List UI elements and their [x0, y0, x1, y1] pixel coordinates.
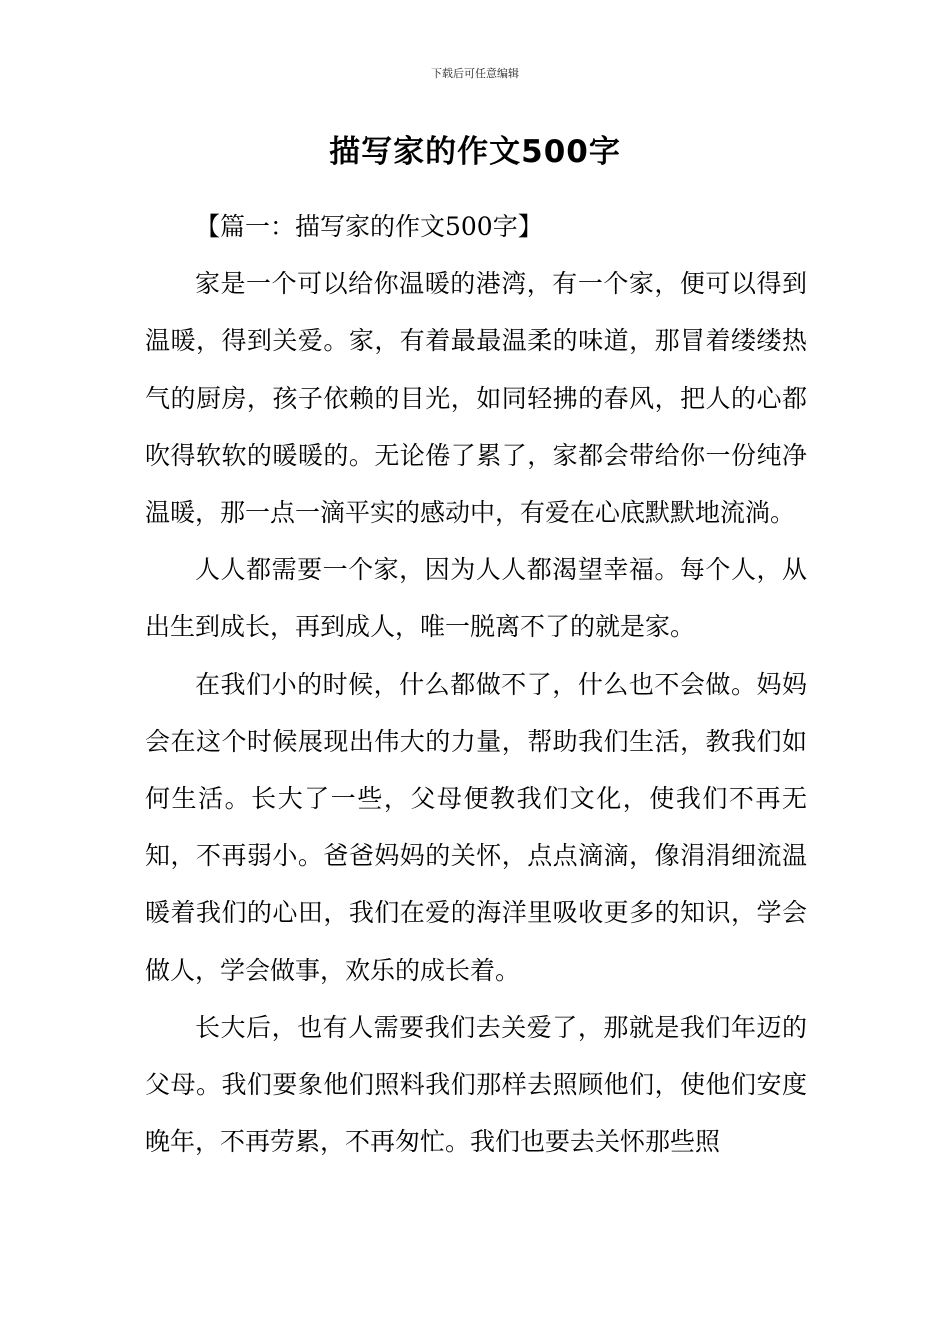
paragraph-1: 家是一个可以给你温暖的港湾，有一个家，便可以得到温暖，得到关爱。家，有着最最温柔的味道，那冒着缕缕热气的厨房，孩子依赖的目光，如同轻拂的春风，把人的心都吹得软软的暖暖的。无论倦了累了，家都会带给你一份纯净温暖，那一点一滴平实的感动中，有爱在心底默默地流淌。: [145, 269, 807, 528]
section-heading: 【篇一：描写家的作文500字】: [195, 212, 543, 241]
article-body: [145, 198, 807, 1170]
page-title: 描写家的作文500字: [329, 134, 621, 170]
paragraph-3: 在我们小的时候，什么都做不了，什么也不会做。妈妈会在这个时候展现出伟大的力量，帮助我们生活，教我们如何生活。长大了一些，父母便教我们文化，使我们不再无知，不再弱小。爸爸妈妈的关怀，点点滴滴，像涓涓细流温暖着我们的心田，我们在爱的海洋里吸收更多的知识，学会做人，学会做事，欢乐的成长着。: [145, 669, 807, 985]
header-note: 下载后可任意编辑: [431, 67, 519, 80]
paragraph-2: 人人都需要一个家，因为人人都渴望幸福。每个人，从出生到成长，再到成人，唯一脱离不了的就是家。: [145, 555, 807, 642]
paragraph-4: 长大后，也有人需要我们去关爱了，那就是我们年迈的父母。我们要象他们照料我们那样去照顾他们，使他们安度晚年，不再劳累，不再匆忙。我们也要去关怀那些照: [145, 1012, 807, 1157]
